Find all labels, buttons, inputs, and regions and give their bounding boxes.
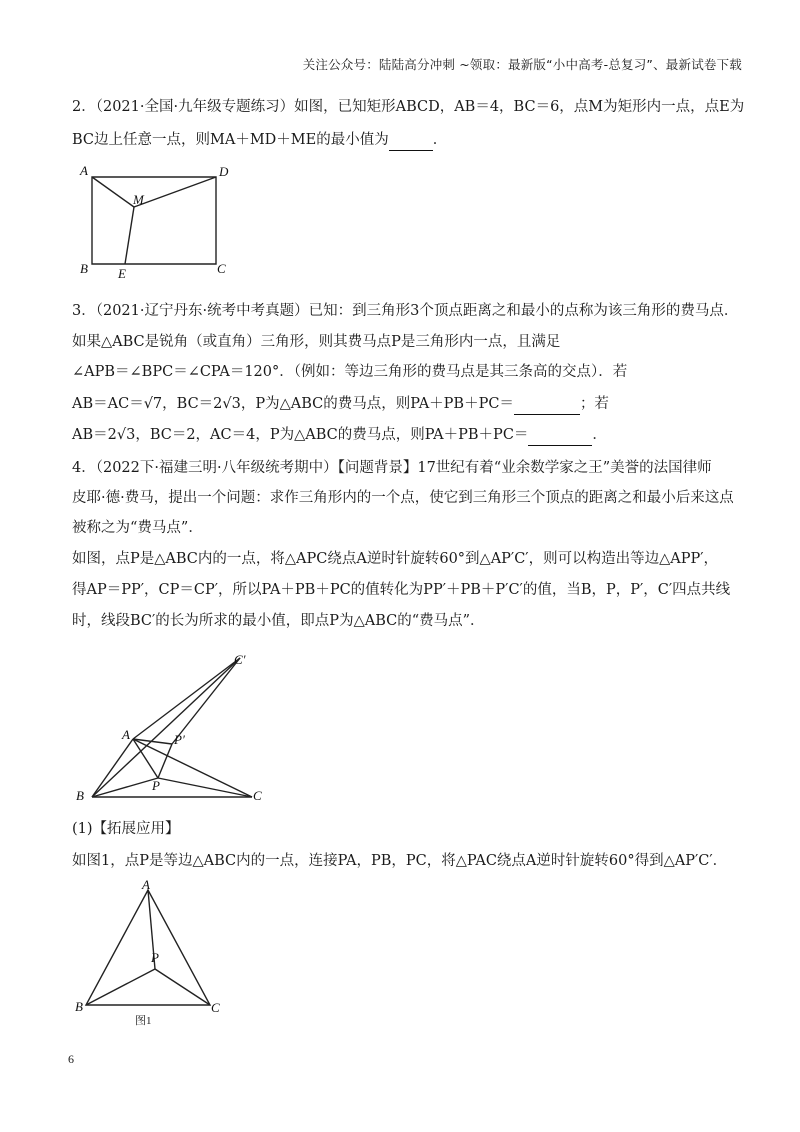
label-a: A xyxy=(142,878,150,892)
label-e: E xyxy=(118,266,126,281)
segment-bc-prime xyxy=(92,658,240,797)
answer-blank[interactable] xyxy=(389,130,433,151)
label-c-prime: C′ xyxy=(234,652,246,667)
page-header: 关注公众号：陆陆高分冲刺 ~领取：最新版“小中高考-总复习”、最新试卷下载 xyxy=(302,57,742,72)
q4-line-5: 得AP＝PP′，CP＝CP′，所以PA＋PB＋PC的值转化为PP′＋PB＋P′C′的值，当B，P，P′，C′四点共线 xyxy=(72,582,731,598)
label-d: D xyxy=(219,164,229,179)
part1-title: (1)【拓展应用】 xyxy=(72,821,180,837)
segment-pc xyxy=(155,969,210,1005)
q2-line-2-text: BC边上任意一点，则MA＋MD＋ME的最小值为 xyxy=(72,132,389,148)
segment-me xyxy=(125,207,134,264)
figure-1 xyxy=(72,878,232,1018)
answer-blank-1[interactable] xyxy=(514,394,580,415)
label-p: P xyxy=(151,950,159,965)
equilateral-triangle-abc xyxy=(86,890,210,1005)
q3-line-4 xyxy=(72,394,609,415)
part1-text: 如图1，点P是等边△ABC内的一点，连接PA，PB，PC，将△PAC绕点A逆时针旋转60°得到△AP′C′． xyxy=(72,853,728,869)
q2-line-2-end: ． xyxy=(432,132,448,148)
segment-pp-prime xyxy=(158,744,172,778)
q4-line-1: 4．（2022下·福建三明·八年级统考期中）【问题背景】17世纪有着“业余数学家之王”美誉的法国律师 xyxy=(72,460,712,476)
label-a: A xyxy=(122,727,130,742)
segment-ba xyxy=(92,739,133,797)
segment-pc xyxy=(158,778,252,797)
figure-1-caption: 图1 xyxy=(135,1015,152,1027)
answer-blank-2[interactable] xyxy=(528,425,592,446)
rectangle-figure xyxy=(78,160,238,285)
fermat-rotation-figure xyxy=(70,648,280,808)
label-a: A xyxy=(80,163,88,178)
q2-line-1: 2．（2021·全国·九年级专题练习）如图，已知矩形ABCD，AB＝4，BC＝6，点M为矩形内一点，点E为 xyxy=(72,99,745,115)
label-p-prime: P′ xyxy=(174,732,185,747)
q3-line-3: ∠APB＝∠BPC＝∠CPA＝120°．（例如：等边三角形的费马点是其三条高的交点）．若 xyxy=(72,364,628,380)
label-b: B xyxy=(76,788,84,803)
q3-line-4-end: ；若 xyxy=(579,396,609,412)
q4-line-4: 如图，点P是△ABC内的一点，将△APC绕点A逆时针旋转60°到△AP′C′，则可以构造出等边△APP′， xyxy=(72,551,719,567)
segment-dm xyxy=(134,177,216,207)
page-number: 6 xyxy=(68,1052,74,1066)
q3-line-2: 如果△ABC是锐角（或直角）三角形，则其费马点P是三角形内一点，且满足 xyxy=(72,334,561,350)
q3-line-1: 3．（2021·辽宁丹东·统考中考真题）已知：到三角形3个顶点距离之和最小的点称为该三角形的费马点． xyxy=(72,303,739,319)
segment-ac-prime xyxy=(133,658,240,739)
segment-am xyxy=(92,177,134,207)
label-c: C xyxy=(253,788,262,803)
label-c: C xyxy=(217,261,226,276)
q3-line-4-text: AB＝AC＝√7，BC＝2√3，P为△ABC的费马点，则PA＋PB＋PC＝ xyxy=(72,396,514,412)
q4-line-3: 被称之为“费马点”． xyxy=(72,520,203,536)
q2-line-2 xyxy=(72,130,447,151)
q3-line-5-text: AB＝2√3，BC＝2，AC＝4，P为△ABC的费马点，则PA＋PB＋PC＝ xyxy=(72,427,529,443)
q3-line-5-end: ． xyxy=(592,427,607,443)
label-m: M xyxy=(133,192,144,207)
label-b: B xyxy=(75,999,83,1014)
q4-line-2: 皮耶·德·费马，提出一个问题：求作三角形内的一个点，使它到三角形三个顶点的距离之和最小后来这点 xyxy=(72,490,734,506)
q4-line-6: 时，线段BC′的长为所求的最小值，即点P为△ABC的“费马点”． xyxy=(72,613,485,629)
label-c: C xyxy=(211,1000,220,1015)
q3-line-5 xyxy=(72,425,607,446)
label-b: B xyxy=(80,261,88,276)
label-p: P xyxy=(152,778,160,793)
